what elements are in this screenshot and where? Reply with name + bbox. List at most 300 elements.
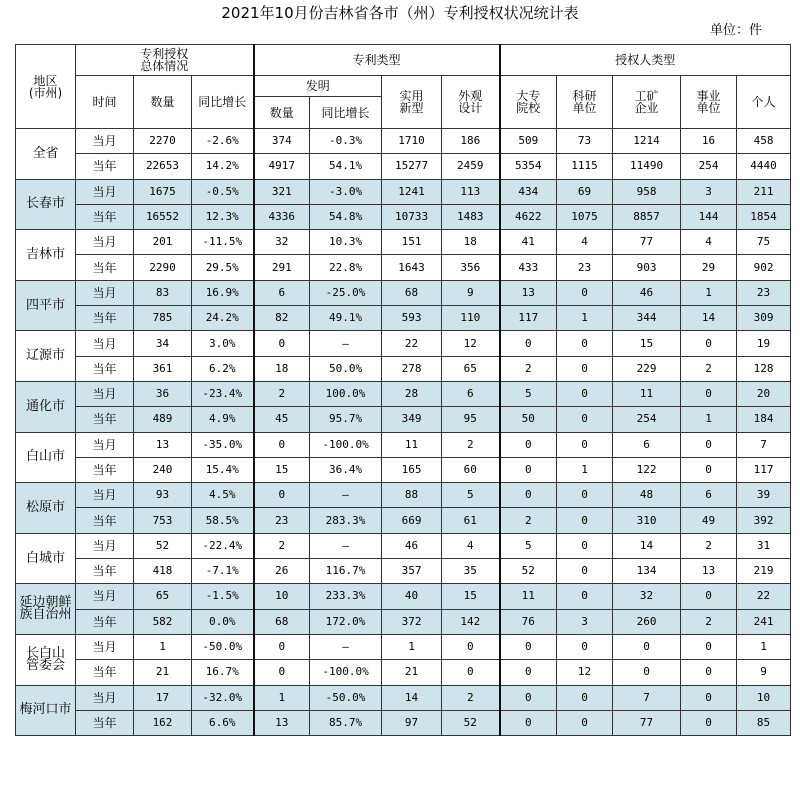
table-row <box>16 584 791 609</box>
period-cell: 当月 <box>76 584 134 609</box>
value-cell: 201 <box>134 230 192 255</box>
value-cell: 12 <box>442 331 500 356</box>
header-college: 大专 院校 <box>500 76 557 129</box>
value-cell: 1483 <box>442 204 500 229</box>
value-cell: 14.2% <box>192 154 254 179</box>
value-cell: 16552 <box>134 204 192 229</box>
header-yoy: 同比增长 <box>192 76 254 129</box>
value-cell: 4 <box>442 533 500 558</box>
table-row <box>16 457 791 482</box>
value-cell: 32 <box>254 230 310 255</box>
value-cell: 184 <box>737 407 791 432</box>
value-cell: 165 <box>382 457 442 482</box>
value-cell: 1 <box>681 407 737 432</box>
value-cell: 509 <box>500 129 557 154</box>
value-cell: 6 <box>613 432 681 457</box>
value-cell: 0 <box>681 685 737 710</box>
value-cell: 23 <box>557 255 613 280</box>
value-cell: 0 <box>681 710 737 735</box>
value-cell: 785 <box>134 306 192 331</box>
value-cell: 0 <box>254 634 310 659</box>
table-row <box>16 559 791 584</box>
value-cell: 9 <box>442 280 500 305</box>
value-cell: 278 <box>382 356 442 381</box>
value-cell: -50.0% <box>192 634 254 659</box>
table-row <box>16 407 791 432</box>
value-cell: 356 <box>442 255 500 280</box>
value-cell: 1643 <box>382 255 442 280</box>
value-cell: 902 <box>737 255 791 280</box>
value-cell: 434 <box>500 179 557 204</box>
period-cell: 当年 <box>76 609 134 634</box>
value-cell: 4917 <box>254 154 310 179</box>
value-cell: 669 <box>382 508 442 533</box>
value-cell: 162 <box>134 710 192 735</box>
value-cell: 0 <box>442 634 500 659</box>
value-cell: 372 <box>382 609 442 634</box>
value-cell: 20 <box>737 381 791 406</box>
value-cell: 1710 <box>382 129 442 154</box>
value-cell: 32 <box>613 584 681 609</box>
value-cell: 9 <box>737 660 791 685</box>
value-cell: 2 <box>500 508 557 533</box>
value-cell: 349 <box>382 407 442 432</box>
value-cell: 1115 <box>557 154 613 179</box>
value-cell: 0 <box>681 457 737 482</box>
value-cell: 0.0% <box>192 609 254 634</box>
header-time: 时间 <box>76 76 134 129</box>
value-cell: 12 <box>557 660 613 685</box>
value-cell: 1 <box>382 634 442 659</box>
header-count: 数量 <box>134 76 192 129</box>
value-cell: 17 <box>134 685 192 710</box>
period-cell: 当月 <box>76 129 134 154</box>
value-cell: 128 <box>737 356 791 381</box>
value-cell: 21 <box>134 660 192 685</box>
table-title: 2021年10月份吉林省各市（州）专利授权状况统计表 <box>221 4 579 22</box>
value-cell: 3 <box>557 609 613 634</box>
value-cell: 0 <box>500 660 557 685</box>
value-cell: -22.4% <box>192 533 254 558</box>
value-cell: 903 <box>613 255 681 280</box>
value-cell: 0 <box>681 432 737 457</box>
table-header <box>16 45 791 129</box>
value-cell: -23.4% <box>192 381 254 406</box>
value-cell: 82 <box>254 306 310 331</box>
value-cell: 593 <box>382 306 442 331</box>
value-cell: 2 <box>500 356 557 381</box>
value-cell: 418 <box>134 559 192 584</box>
value-cell: -2.6% <box>192 129 254 154</box>
value-cell: 18 <box>442 230 500 255</box>
table-row <box>16 483 791 508</box>
value-cell: 0 <box>557 407 613 432</box>
value-cell: 36 <box>134 381 192 406</box>
region-name: 吉林市 <box>16 230 76 281</box>
value-cell: 7 <box>613 685 681 710</box>
value-cell: 310 <box>613 508 681 533</box>
value-cell: 65 <box>442 356 500 381</box>
value-cell: 4 <box>681 230 737 255</box>
table-row <box>16 634 791 659</box>
value-cell: -100.0% <box>310 660 382 685</box>
value-cell: 254 <box>681 154 737 179</box>
value-cell: 54.1% <box>310 154 382 179</box>
value-cell: 233.3% <box>310 584 382 609</box>
region-name: 延边朝鲜 族自治州 <box>16 584 76 635</box>
value-cell: 48 <box>613 483 681 508</box>
value-cell: 134 <box>613 559 681 584</box>
value-cell: 52 <box>134 533 192 558</box>
value-cell: 0 <box>557 331 613 356</box>
value-cell: -11.5% <box>192 230 254 255</box>
value-cell: 2459 <box>442 154 500 179</box>
value-cell: — <box>310 533 382 558</box>
value-cell: 240 <box>134 457 192 482</box>
value-cell: 19 <box>737 331 791 356</box>
value-cell: 13 <box>134 432 192 457</box>
value-cell: 15 <box>442 584 500 609</box>
value-cell: 582 <box>134 609 192 634</box>
value-cell: 172.0% <box>310 609 382 634</box>
value-cell: 489 <box>134 407 192 432</box>
value-cell: 5 <box>442 483 500 508</box>
value-cell: 116.7% <box>310 559 382 584</box>
value-cell: 12.3% <box>192 204 254 229</box>
value-cell: -7.1% <box>192 559 254 584</box>
value-cell: 0 <box>557 280 613 305</box>
value-cell: 753 <box>134 508 192 533</box>
value-cell: 83 <box>134 280 192 305</box>
table-row <box>16 230 791 255</box>
value-cell: 39 <box>737 483 791 508</box>
value-cell: 2 <box>681 356 737 381</box>
value-cell: 85.7% <box>310 710 382 735</box>
period-cell: 当年 <box>76 204 134 229</box>
value-cell: 2270 <box>134 129 192 154</box>
value-cell: 15 <box>613 331 681 356</box>
table-row <box>16 710 791 735</box>
value-cell: 4336 <box>254 204 310 229</box>
value-cell: 26 <box>254 559 310 584</box>
value-cell: 1675 <box>134 179 192 204</box>
value-cell: 211 <box>737 179 791 204</box>
region-name: 梅河口市 <box>16 685 76 736</box>
period-cell: 当月 <box>76 634 134 659</box>
value-cell: 28 <box>382 381 442 406</box>
value-cell: -50.0% <box>310 685 382 710</box>
value-cell: 260 <box>613 609 681 634</box>
value-cell: 60 <box>442 457 500 482</box>
value-cell: 6 <box>442 381 500 406</box>
value-cell: 0 <box>557 685 613 710</box>
period-cell: 当年 <box>76 710 134 735</box>
period-cell: 当月 <box>76 331 134 356</box>
region-name: 四平市 <box>16 280 76 331</box>
period-cell: 当年 <box>76 154 134 179</box>
value-cell: -100.0% <box>310 432 382 457</box>
region-name: 全省 <box>16 129 76 180</box>
value-cell: 0 <box>442 660 500 685</box>
value-cell: 0 <box>500 432 557 457</box>
value-cell: 0 <box>557 432 613 457</box>
value-cell: 0 <box>500 483 557 508</box>
value-cell: 15.4% <box>192 457 254 482</box>
value-cell: 11 <box>382 432 442 457</box>
value-cell: 16.7% <box>192 660 254 685</box>
header-inv-yoy: 同比增长 <box>310 97 382 129</box>
header-research: 科研 单位 <box>557 76 613 129</box>
value-cell: 0 <box>500 685 557 710</box>
value-cell: 309 <box>737 306 791 331</box>
region-name: 通化市 <box>16 381 76 432</box>
value-cell: 10 <box>737 685 791 710</box>
value-cell: -32.0% <box>192 685 254 710</box>
value-cell: 291 <box>254 255 310 280</box>
table-row <box>16 179 791 204</box>
value-cell: 22 <box>737 584 791 609</box>
region-name: 辽源市 <box>16 331 76 382</box>
value-cell: 1 <box>681 280 737 305</box>
value-cell: 144 <box>681 204 737 229</box>
value-cell: 52 <box>500 559 557 584</box>
value-cell: 1 <box>134 634 192 659</box>
value-cell: 0 <box>254 432 310 457</box>
value-cell: 283.3% <box>310 508 382 533</box>
table-row <box>16 129 791 154</box>
value-cell: 24.2% <box>192 306 254 331</box>
table-row <box>16 280 791 305</box>
region-name: 白城市 <box>16 533 76 584</box>
region-name: 松原市 <box>16 483 76 534</box>
value-cell: 0 <box>557 381 613 406</box>
period-cell: 当年 <box>76 660 134 685</box>
value-cell: 0 <box>500 331 557 356</box>
value-cell: 22.8% <box>310 255 382 280</box>
period-cell: 当月 <box>76 685 134 710</box>
value-cell: 374 <box>254 129 310 154</box>
header-owner-group: 授权人类型 <box>500 45 791 76</box>
value-cell: 75 <box>737 230 791 255</box>
value-cell: 54.8% <box>310 204 382 229</box>
value-cell: 0 <box>613 660 681 685</box>
value-cell: 1241 <box>382 179 442 204</box>
value-cell: 93 <box>134 483 192 508</box>
patent-stats-table <box>15 44 791 736</box>
value-cell: -0.3% <box>310 129 382 154</box>
header-type-group: 专利类型 <box>254 45 500 76</box>
value-cell: 0 <box>500 634 557 659</box>
value-cell: 321 <box>254 179 310 204</box>
value-cell: 0 <box>557 584 613 609</box>
value-cell: 3 <box>681 179 737 204</box>
value-cell: 68 <box>254 609 310 634</box>
value-cell: 29.5% <box>192 255 254 280</box>
value-cell: 2 <box>681 533 737 558</box>
period-cell: 当年 <box>76 407 134 432</box>
value-cell: 49 <box>681 508 737 533</box>
value-cell: 229 <box>613 356 681 381</box>
value-cell: 13 <box>254 710 310 735</box>
value-cell: 117 <box>737 457 791 482</box>
value-cell: 1 <box>557 457 613 482</box>
value-cell: 219 <box>737 559 791 584</box>
value-cell: 0 <box>500 457 557 482</box>
value-cell: 16.9% <box>192 280 254 305</box>
value-cell: 22653 <box>134 154 192 179</box>
value-cell: 69 <box>557 179 613 204</box>
value-cell: 36.4% <box>310 457 382 482</box>
value-cell: 2290 <box>134 255 192 280</box>
value-cell: 14 <box>681 306 737 331</box>
value-cell: 95.7% <box>310 407 382 432</box>
value-cell: 61 <box>442 508 500 533</box>
period-cell: 当月 <box>76 179 134 204</box>
value-cell: 361 <box>134 356 192 381</box>
value-cell: 11490 <box>613 154 681 179</box>
table-row <box>16 685 791 710</box>
value-cell: 0 <box>557 634 613 659</box>
value-cell: 18 <box>254 356 310 381</box>
header-region: 地区 (市州) <box>16 45 76 129</box>
table-row <box>16 255 791 280</box>
value-cell: 14 <box>613 533 681 558</box>
table-row <box>16 356 791 381</box>
value-cell: 22 <box>382 331 442 356</box>
value-cell: 4622 <box>500 204 557 229</box>
value-cell: -3.0% <box>310 179 382 204</box>
value-cell: 13 <box>500 280 557 305</box>
value-cell: 1 <box>254 685 310 710</box>
unit-label: 单位：件 <box>709 23 762 38</box>
value-cell: 73 <box>557 129 613 154</box>
value-cell: 186 <box>442 129 500 154</box>
header-utility: 实用 新型 <box>382 76 442 129</box>
table-row <box>16 432 791 457</box>
value-cell: 85 <box>737 710 791 735</box>
value-cell: 110 <box>442 306 500 331</box>
value-cell: 11 <box>500 584 557 609</box>
value-cell: 0 <box>681 634 737 659</box>
value-cell: 151 <box>382 230 442 255</box>
value-cell: 23 <box>737 280 791 305</box>
period-cell: 当年 <box>76 457 134 482</box>
table-row <box>16 204 791 229</box>
value-cell: 14 <box>382 685 442 710</box>
value-cell: 6 <box>254 280 310 305</box>
value-cell: 0 <box>254 483 310 508</box>
value-cell: 142 <box>442 609 500 634</box>
value-cell: 433 <box>500 255 557 280</box>
value-cell: 0 <box>681 660 737 685</box>
value-cell: 1075 <box>557 204 613 229</box>
value-cell: 65 <box>134 584 192 609</box>
value-cell: 6.6% <box>192 710 254 735</box>
value-cell: 50 <box>500 407 557 432</box>
value-cell: 0 <box>557 356 613 381</box>
header-industry: 工矿 企业 <box>613 76 681 129</box>
header-institution: 事业 单位 <box>681 76 737 129</box>
value-cell: -1.5% <box>192 584 254 609</box>
table-row <box>16 609 791 634</box>
value-cell: 5 <box>500 381 557 406</box>
value-cell: 77 <box>613 710 681 735</box>
header-invention: 发明 <box>254 76 382 97</box>
value-cell: 0 <box>681 381 737 406</box>
value-cell: 35 <box>442 559 500 584</box>
value-cell: 10 <box>254 584 310 609</box>
value-cell: — <box>310 634 382 659</box>
value-cell: 100.0% <box>310 381 382 406</box>
value-cell: 2 <box>681 609 737 634</box>
period-cell: 当月 <box>76 280 134 305</box>
value-cell: 113 <box>442 179 500 204</box>
value-cell: 29 <box>681 255 737 280</box>
value-cell: 10.3% <box>310 230 382 255</box>
value-cell: 46 <box>382 533 442 558</box>
value-cell: 8857 <box>613 204 681 229</box>
value-cell: 50.0% <box>310 356 382 381</box>
value-cell: 5354 <box>500 154 557 179</box>
value-cell: 254 <box>613 407 681 432</box>
region-name: 白山市 <box>16 432 76 483</box>
value-cell: 7 <box>737 432 791 457</box>
value-cell: 16 <box>681 129 737 154</box>
value-cell: 0 <box>557 508 613 533</box>
value-cell: 5 <box>500 533 557 558</box>
table-row <box>16 508 791 533</box>
table-row <box>16 306 791 331</box>
value-cell: 122 <box>613 457 681 482</box>
value-cell: 0 <box>500 710 557 735</box>
value-cell: 0 <box>254 660 310 685</box>
value-cell: 4 <box>557 230 613 255</box>
period-cell: 当年 <box>76 559 134 584</box>
value-cell: 11 <box>613 381 681 406</box>
value-cell: 2 <box>254 381 310 406</box>
value-cell: -25.0% <box>310 280 382 305</box>
value-cell: 6.2% <box>192 356 254 381</box>
value-cell: 357 <box>382 559 442 584</box>
region-name: 长白山 管委会 <box>16 634 76 685</box>
value-cell: 4440 <box>737 154 791 179</box>
value-cell: 23 <box>254 508 310 533</box>
value-cell: 392 <box>737 508 791 533</box>
value-cell: 2 <box>442 685 500 710</box>
value-cell: 1854 <box>737 204 791 229</box>
period-cell: 当月 <box>76 432 134 457</box>
value-cell: 0 <box>557 533 613 558</box>
value-cell: 0 <box>557 483 613 508</box>
value-cell: — <box>310 483 382 508</box>
period-cell: 当月 <box>76 381 134 406</box>
table-row <box>16 533 791 558</box>
period-cell: 当月 <box>76 483 134 508</box>
value-cell: 0 <box>557 559 613 584</box>
value-cell: 46 <box>613 280 681 305</box>
value-cell: 6 <box>681 483 737 508</box>
period-cell: 当年 <box>76 356 134 381</box>
value-cell: 958 <box>613 179 681 204</box>
table-row <box>16 381 791 406</box>
value-cell: 95 <box>442 407 500 432</box>
value-cell: 0 <box>613 634 681 659</box>
value-cell: 1214 <box>613 129 681 154</box>
value-cell: 58.5% <box>192 508 254 533</box>
value-cell: 40 <box>382 584 442 609</box>
value-cell: 88 <box>382 483 442 508</box>
value-cell: 15277 <box>382 154 442 179</box>
